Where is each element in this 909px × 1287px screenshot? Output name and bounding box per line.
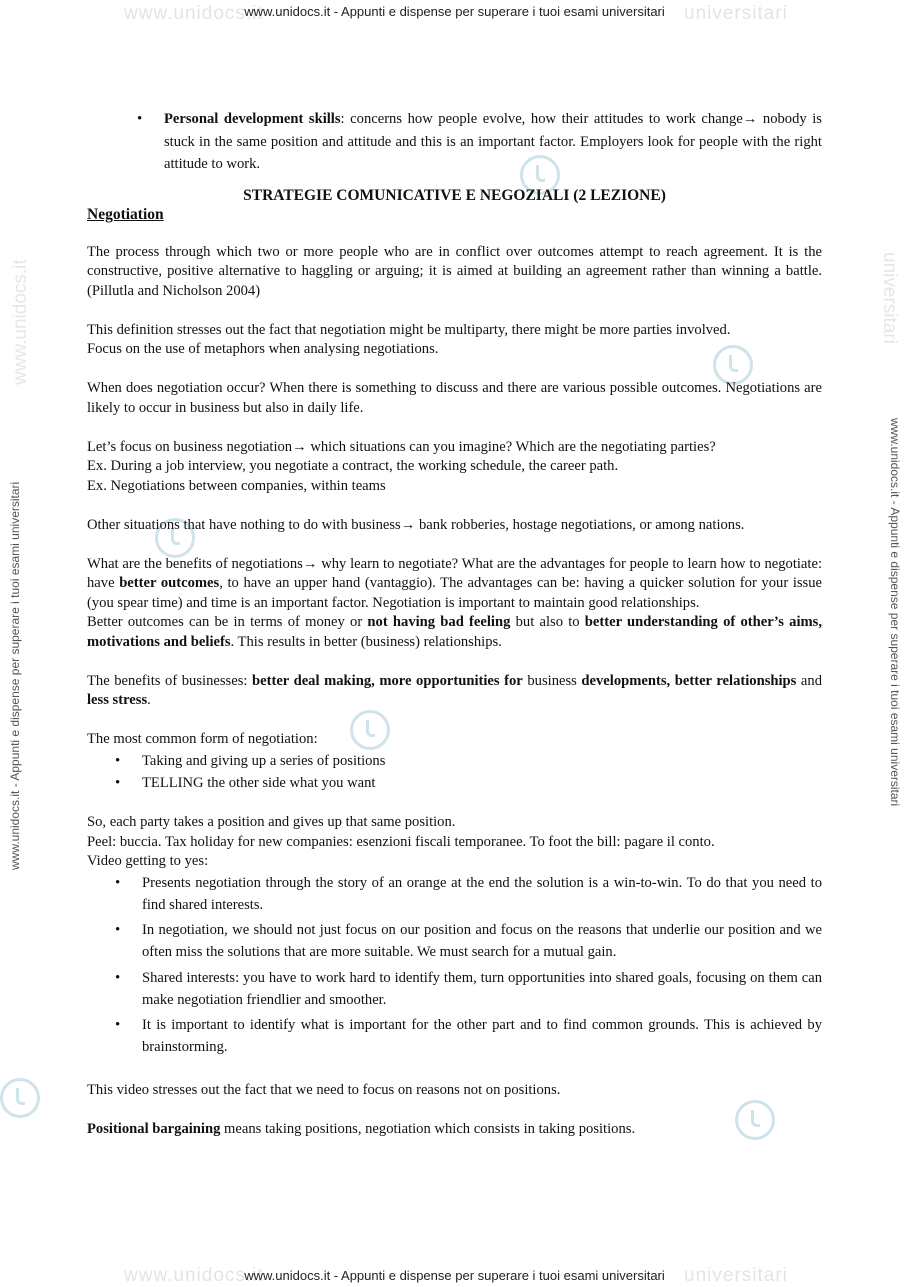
- watermark-ghost-bottom-right: universitari: [684, 1265, 788, 1286]
- paragraph-vocabulary: Peel: buccia. Tax holiday for new companies: esenzioni fiscali temporanee. To foot the bill: pagare il conto.: [87, 833, 715, 850]
- watermark-header: www.unidocs.it - Appunti e dispense per superare i tuoi esami universitari: [244, 4, 665, 19]
- paragraph-better-outcomes: [87, 613, 822, 652]
- paragraph-common-form: The most common form of negotiation:: [87, 731, 318, 747]
- skills-list: [87, 108, 822, 176]
- bold-run: developments, better relationships: [581, 672, 797, 689]
- paragraph-benefits: [87, 555, 822, 614]
- list-item: • Presents negotiation through the story of an orange at the end the solution is a win-to-win. To do that you need to find shared interests.: [87, 872, 822, 916]
- text-run: means taking positions, negotiation which consists in taking positions.: [220, 1121, 636, 1137]
- video-list: [87, 872, 822, 1059]
- paragraph-metaphors: Focus on the use of metaphors when analysing negotiations.: [87, 341, 439, 357]
- paragraph-positional-bargaining: [87, 1120, 822, 1140]
- list-item: • In negotiation, we should not just focus on our position and focus on the reasons that underlie our position and we often miss the solutions that are more suitable. We must search for a mutual gain.: [87, 919, 822, 963]
- text-run: . This results in better (business) relationships.: [230, 633, 502, 650]
- text-run: Better outcomes can be in terms of money or: [87, 614, 368, 630]
- watermark-ghost-top-left: www.unidocs.it: [124, 3, 264, 24]
- text-run: What are the benefits of negotiations→ why learn to negotiate? What are the advantages for people to learn how to negotiate: have: [87, 555, 822, 591]
- text-run: and: [796, 672, 822, 689]
- watermark-ghost-bottom-left: www.unidocs.it: [124, 1265, 264, 1286]
- list-item: • TELLING the other side what you want: [87, 772, 822, 794]
- watermark-side-left: www.unidocs.it - Appunti e dispense per superare i tuoi esami universitari: [8, 481, 22, 870]
- paragraph-definition: The process through which two or more people who are in conflict over outcomes attempt to reach agreement. It is the constructive, positive alternative to haggling or arguing; it is aimed at building an agreement rather than winning a battle. (Pillutla and Nicholson 2004): [87, 243, 822, 299]
- paragraph-each-party: So, each party takes a position and gives up that same position.: [87, 814, 456, 830]
- watermark-side-ghost-left: www.unidocs.it: [10, 259, 31, 385]
- text-run: .: [147, 692, 151, 708]
- paragraph-business: Let’s focus on business negotiation→ which situations can you imagine? Which are the negotiating parties?: [87, 438, 716, 455]
- bold-run: not having bad feeling: [367, 614, 511, 630]
- subheading-negotiation: Negotiation: [87, 206, 164, 223]
- text-run: , to have an upper hand (vantaggio). The advantages can be: having a quicker solution for your issue (you spear time) and time is an important factor. Negotiation is important to maintain good relationships.: [87, 575, 823, 611]
- list-item: • It is important to identify what is important for the other part and to find common grounds. This is achieved by brainstorming.: [87, 1014, 822, 1058]
- document-body: [87, 108, 822, 1140]
- paragraph-other-situations: Other situations that have nothing to do with business→ bank robberies, hostage negotiations, or among nations.: [87, 516, 745, 533]
- unidocs-logo-icon: [0, 1078, 40, 1118]
- watermark-ghost-top-right: universitari: [684, 3, 788, 24]
- list-item: • Taking and giving up a series of positions: [87, 750, 822, 772]
- bold-run: Positional bargaining: [87, 1121, 221, 1137]
- bold-run: better understanding of other’s aims, motivations and beliefs: [87, 614, 822, 650]
- paragraph-business-benefits: [87, 672, 822, 711]
- list-item: [87, 108, 822, 176]
- text-run: but also to: [510, 614, 585, 630]
- bold-run: better outcomes: [119, 575, 220, 591]
- section-heading: STRATEGIE COMUNICATIVE E NEGOZIALI (2 LEZIONE): [243, 186, 666, 204]
- bold-run: less stress: [87, 692, 148, 708]
- paragraph-multiparty: This definition stresses out the fact that negotiation might be multiparty, there might be more parties involved.: [87, 321, 731, 338]
- watermark-side-right: www.unidocs.it - Appunti e dispense per superare i tuoi esami universitari: [888, 418, 902, 807]
- bullet-text: : concerns how people evolve, how their attitudes to work change→ nobody is stuck in the same position and attitude and this is an important factor. Employers look for people with the right attitude to work.: [164, 111, 822, 172]
- watermark-footer: www.unidocs.it - Appunti e dispense per superare i tuoi esami universitari: [244, 1268, 665, 1283]
- bold-run: better deal making, more opportunities for: [252, 672, 523, 689]
- paragraph-example-2: Ex. Negotiations between companies, within teams: [87, 477, 386, 494]
- watermark-side-ghost-right: universitari: [879, 252, 900, 344]
- positions-list: [87, 750, 822, 794]
- bullet-label: Personal development skills: [164, 111, 341, 127]
- paragraph-video: Video getting to yes:: [87, 853, 209, 869]
- text-run: business: [522, 672, 582, 689]
- paragraph-example-1: Ex. During a job interview, you negotiate a contract, the working schedule, the career path.: [87, 458, 619, 474]
- text-run: The benefits of businesses:: [87, 672, 252, 689]
- list-item: • Shared interests: you have to work hard to identify them, turn opportunities into shared goals, focusing on them can make negotiation friendlier and smoother.: [87, 967, 822, 1011]
- paragraph-reasons: This video stresses out the fact that we need to focus on reasons not on positions.: [87, 1082, 561, 1098]
- paragraph-when: When does negotiation occur? When there is something to discuss and there are various possible outcomes. Negotiations are likely to occur in business but also in daily life.: [87, 380, 822, 416]
